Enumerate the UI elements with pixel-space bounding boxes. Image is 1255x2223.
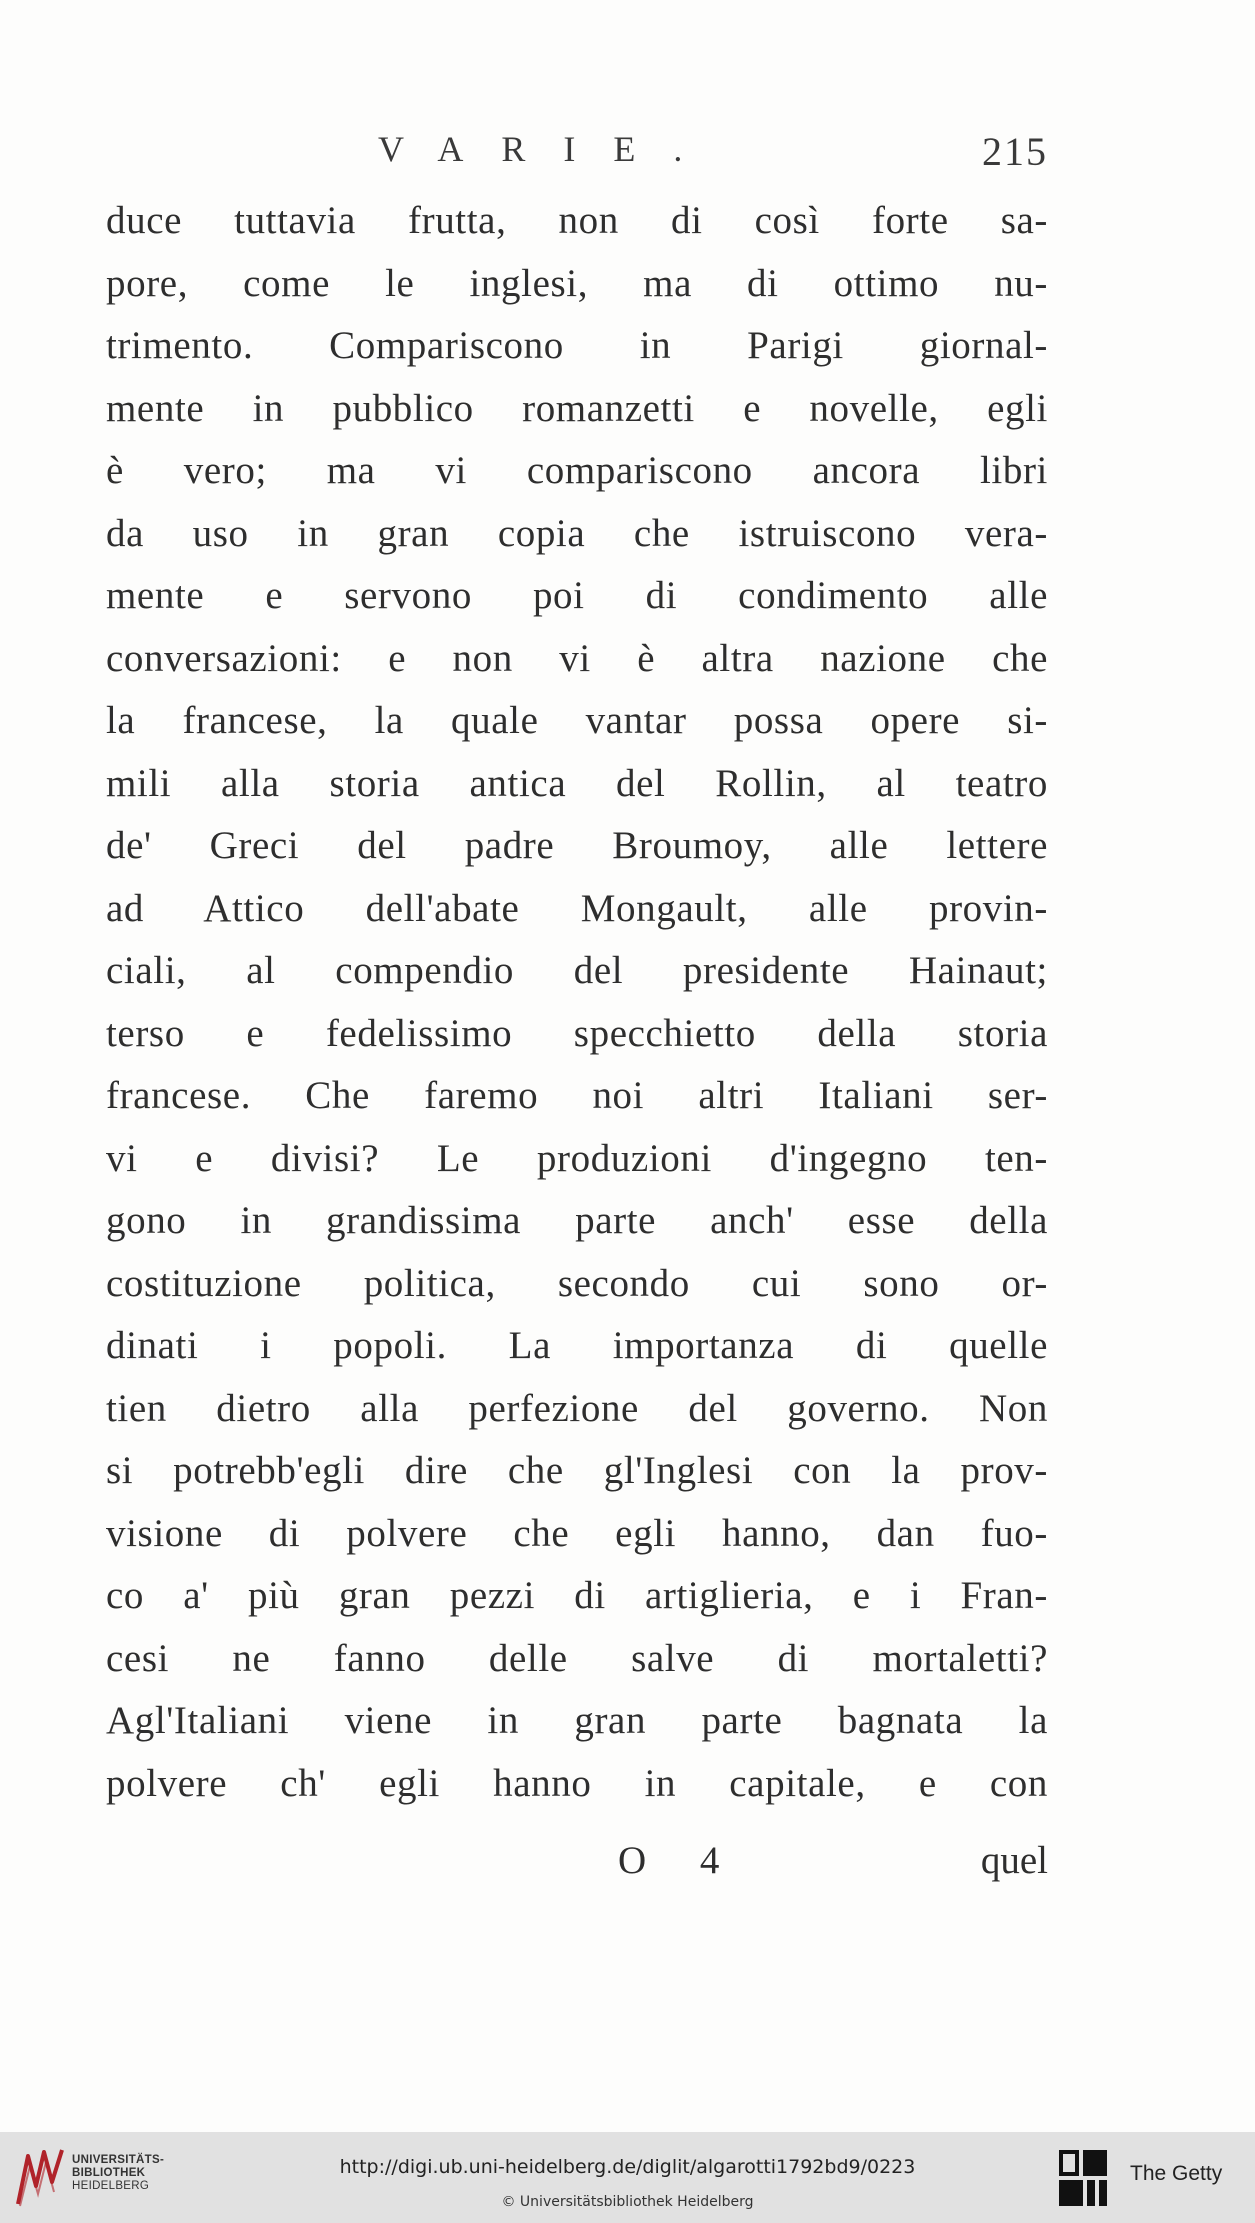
text-line: costituzione politica, secondo cui sono or- xyxy=(106,1261,1048,1305)
copyright-notice: © Universitätsbibliothek Heidelberg xyxy=(501,2194,754,2210)
text-line: da uso in gran copia che istruiscono vera- xyxy=(106,511,1048,555)
text-line: si potrebb'egli dire che gl'Inglesi con la prov- xyxy=(106,1449,1048,1492)
text-line: mente e servono poi di condimento alle xyxy=(106,574,1048,617)
text-line: è vero; ma vi compariscono ancora libri xyxy=(106,449,1048,492)
library-name-line: UNIVERSITÄTS- xyxy=(72,2154,165,2166)
permalink-url[interactable]: http://digi.ub.uni-heidelberg.de/diglit/algarotti1792bd9/0223 xyxy=(339,2156,916,2178)
signature-mark: O 4 xyxy=(618,1839,742,1882)
page-header xyxy=(378,128,1048,184)
text-line: la francese, la quale vantar possa opere si- xyxy=(106,699,1048,742)
text-line: francese. Che faremo noi altri Italiani ser- xyxy=(106,1074,1048,1117)
text-line: mili alla storia antica del Rollin, al teatro xyxy=(106,761,1048,805)
text-line: ciali, al compendio del presidente Hainaut; xyxy=(106,949,1048,992)
body-text xyxy=(106,190,1048,1815)
text-line: duce tuttavia frutta, non di così forte sa- xyxy=(106,199,1048,242)
library-name-line: BIBLIOTHEK xyxy=(72,2167,146,2179)
text-line: mente in pubblico romanzetti e novelle, egli xyxy=(106,386,1048,430)
catchword: quel xyxy=(980,1839,1048,1882)
page-number: 215 xyxy=(982,129,1048,174)
library-name-line: HEIDELBERG xyxy=(72,2180,150,2192)
text-line: pore, come le inglesi, ma di ottimo nu- xyxy=(106,261,1048,305)
running-title: VARIE. xyxy=(378,129,721,169)
partner-name: The Getty xyxy=(1130,2162,1223,2185)
getty-logo-icon[interactable] xyxy=(1055,2146,1111,2210)
text-line: ad Attico dell'abate Mongault, alle provin- xyxy=(106,886,1048,930)
text-line: dinati i popoli. La importanza di quelle xyxy=(106,1324,1048,1367)
text-line: co a' più gran pezzi di artiglieria, e i Fran- xyxy=(106,1574,1048,1617)
text-line: gono in grandissima parte anch' esse della xyxy=(106,1199,1048,1242)
text-line: vi e divisi? Le produzioni d'ingegno ten- xyxy=(106,1136,1048,1180)
text-line: cesi ne fanno delle salve di mortaletti? xyxy=(106,1636,1048,1680)
text-line: tien dietro alla perfezione del governo. Non xyxy=(106,1386,1048,1430)
text-line: polvere ch' egli hanno in capitale, e con xyxy=(106,1761,1048,1805)
text-line: conversazioni: e non vi è altra nazione che xyxy=(106,636,1048,680)
text-line: terso e fedelissimo specchietto della storia xyxy=(106,1011,1048,1055)
viewer-footer-bar xyxy=(0,2132,1255,2223)
text-line: visione di polvere che egli hanno, dan fuo- xyxy=(106,1511,1048,1555)
text-line: Agl'Italiani viene in gran parte bagnata la xyxy=(106,1699,1048,1742)
text-line: trimento. Compariscono in Parigi giornal- xyxy=(106,324,1048,367)
page-footer xyxy=(106,1838,1048,1898)
text-line: de' Greci del padre Broumoy, alle lettere xyxy=(106,824,1048,867)
